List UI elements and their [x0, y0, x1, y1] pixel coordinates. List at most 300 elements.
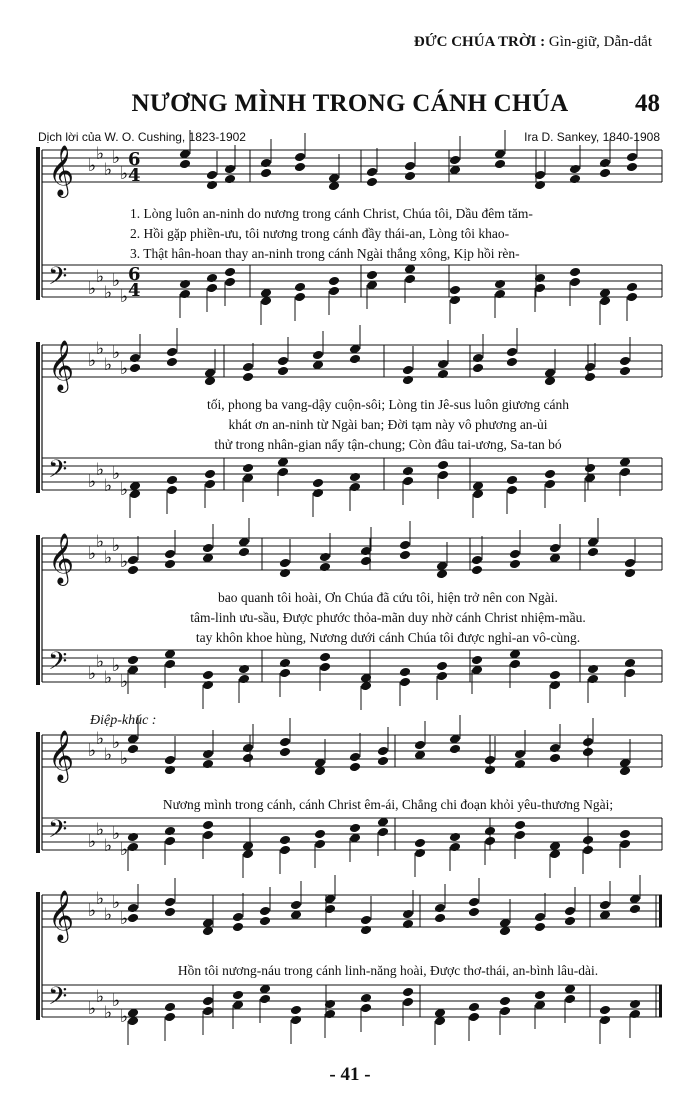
notehead [514, 830, 526, 841]
notehead [414, 838, 426, 849]
notehead [472, 353, 484, 364]
notehead [260, 168, 272, 179]
notehead [402, 987, 414, 998]
flat-sign: ♭ [112, 991, 121, 1011]
notehead [484, 765, 496, 776]
flat-sign: ♭ [112, 893, 121, 913]
notehead [349, 472, 361, 483]
notehead [164, 897, 176, 908]
notehead [279, 737, 291, 748]
notehead [484, 826, 496, 837]
notehead [290, 900, 302, 911]
notehead [619, 829, 631, 840]
notehead [629, 999, 641, 1010]
flat-sign: ♭ [96, 460, 105, 480]
notehead [166, 485, 178, 496]
notehead [294, 282, 306, 293]
notehead [468, 897, 480, 908]
notehead [204, 469, 216, 480]
treble-clef: 𝄞 [48, 340, 75, 391]
notehead [402, 909, 414, 920]
notehead [312, 350, 324, 361]
notehead [279, 558, 291, 569]
flat-sign: ♭ [112, 148, 121, 168]
notehead [582, 747, 594, 758]
notehead [242, 743, 254, 754]
notehead [582, 845, 594, 856]
notehead [619, 356, 631, 367]
notehead [402, 919, 414, 930]
notehead [599, 1015, 611, 1026]
bass-clef: 𝄢 [48, 647, 68, 682]
notehead [202, 749, 214, 760]
notehead [514, 759, 526, 770]
notehead [449, 832, 461, 843]
notehead [238, 674, 250, 685]
flat-sign: ♭ [88, 544, 97, 564]
notehead [259, 994, 271, 1005]
notehead [549, 743, 561, 754]
page-number: - 41 - [329, 1064, 371, 1085]
notehead [629, 904, 641, 915]
notehead [166, 357, 178, 368]
flat-sign: ♭ [96, 339, 105, 359]
notehead [319, 562, 331, 573]
notehead [366, 270, 378, 281]
notehead [242, 372, 254, 383]
notehead [564, 994, 576, 1005]
notehead [549, 670, 561, 681]
system-bracket [36, 892, 40, 1020]
flat-sign: ♭ [96, 729, 105, 749]
notehead [399, 540, 411, 551]
flat-sign: ♭ [112, 343, 121, 363]
notehead [129, 353, 141, 364]
notehead [360, 993, 372, 1004]
notehead [514, 820, 526, 831]
notehead [569, 174, 581, 185]
notehead [224, 277, 236, 288]
notehead [402, 365, 414, 376]
notehead [544, 469, 556, 480]
flat-sign: ♭ [88, 279, 97, 299]
flat-sign: ♭ [120, 909, 129, 929]
notehead [584, 463, 596, 474]
flat-sign: ♭ [88, 664, 97, 684]
notehead [179, 289, 191, 300]
notehead [564, 916, 576, 927]
notehead [238, 547, 250, 558]
notehead [506, 485, 518, 496]
notehead [434, 913, 446, 924]
notehead [436, 671, 448, 682]
flat-sign: ♭ [96, 532, 105, 552]
treble-clef: 𝄞 [48, 145, 75, 196]
notehead [232, 912, 244, 923]
flat-sign: ♭ [120, 840, 129, 860]
flat-sign: ♭ [104, 548, 113, 568]
flat-sign: ♭ [88, 472, 97, 492]
hymn-number: 48 [635, 90, 660, 117]
flat-sign: ♭ [120, 359, 129, 379]
notehead [399, 667, 411, 678]
notehead [312, 488, 324, 499]
flat-sign: ♭ [88, 351, 97, 371]
notehead [127, 832, 139, 843]
notehead [259, 906, 271, 917]
notehead [626, 162, 638, 173]
notehead [624, 658, 636, 669]
notehead [294, 292, 306, 303]
notehead [471, 655, 483, 666]
flat-sign: ♭ [96, 889, 105, 909]
notehead [449, 744, 461, 755]
time-signature-bottom: 4 [128, 165, 141, 186]
notehead [619, 366, 631, 377]
notehead [587, 547, 599, 558]
treble-clef: 𝄞 [48, 890, 75, 941]
lyric-line: Nương mình trong cánh, cánh Christ êm-ái, Chẳng chi đoạn khỏi yêu-thương Ngài; [162, 797, 614, 812]
notehead [164, 1012, 176, 1023]
notehead [166, 347, 178, 358]
notehead [509, 549, 521, 560]
notehead [328, 276, 340, 287]
notehead [319, 552, 331, 563]
system-bracket [36, 342, 40, 493]
notehead [206, 283, 218, 294]
notehead [402, 375, 414, 386]
final-barline-thick [659, 895, 662, 927]
notehead [404, 161, 416, 172]
notehead [377, 746, 389, 757]
notehead [449, 285, 461, 296]
notehead [366, 177, 378, 188]
notehead [206, 273, 218, 284]
flat-sign: ♭ [88, 999, 97, 1019]
notehead [164, 826, 176, 837]
notehead [506, 357, 518, 368]
notehead [127, 842, 139, 853]
notehead [437, 470, 449, 481]
notehead [242, 362, 254, 373]
notehead [127, 913, 139, 924]
notehead [404, 274, 416, 285]
notehead [360, 1003, 372, 1014]
notehead [349, 752, 361, 763]
notehead [164, 836, 176, 847]
notehead [164, 659, 176, 670]
notehead [404, 171, 416, 182]
notehead [279, 568, 291, 579]
notehead [534, 912, 546, 923]
notehead [349, 823, 361, 834]
notehead [202, 1006, 214, 1017]
flat-sign: ♭ [104, 476, 113, 496]
notehead [582, 737, 594, 748]
flat-sign: ♭ [88, 832, 97, 852]
flat-sign: ♭ [96, 987, 105, 1007]
system-bracket [36, 147, 40, 300]
notehead [179, 159, 191, 170]
flat-sign: ♭ [104, 355, 113, 375]
notehead [436, 661, 448, 672]
notehead [471, 565, 483, 576]
treble-clef: 𝄞 [48, 533, 75, 584]
notehead [129, 363, 141, 374]
notehead [484, 836, 496, 847]
flat-sign: ♭ [104, 668, 113, 688]
notehead [279, 658, 291, 669]
lyric-line: 2. Hồi gặp phiền-ưu, tôi nương trong cánh đầy thái-an, Lòng tôi khao- [130, 226, 510, 241]
notehead [437, 369, 449, 380]
notehead [544, 479, 556, 490]
flat-sign: ♭ [112, 824, 121, 844]
notehead [166, 475, 178, 486]
notehead [179, 279, 191, 290]
notehead [377, 756, 389, 767]
notehead [279, 668, 291, 679]
notehead [472, 363, 484, 374]
notehead [277, 467, 289, 478]
notehead [224, 174, 236, 185]
notehead [434, 903, 446, 914]
notehead [484, 755, 496, 766]
lyric-line: Hồn tôi nương-náu trong cánh linh-năng hoài, Được thơ-thái, an-bình lâu-dài. [177, 963, 599, 978]
notehead [319, 662, 331, 673]
notehead [494, 279, 506, 290]
notehead [509, 659, 521, 670]
notehead [599, 1005, 611, 1016]
notehead [242, 753, 254, 764]
flat-sign: ♭ [96, 652, 105, 672]
system-bracket [36, 732, 40, 853]
notehead [164, 765, 176, 776]
notehead [279, 747, 291, 758]
notehead [242, 463, 254, 474]
notehead [449, 842, 461, 853]
notehead [468, 1002, 480, 1013]
notehead [260, 158, 272, 169]
notehead [599, 900, 611, 911]
bass-clef: 𝄢 [48, 455, 68, 490]
flat-sign: ♭ [120, 672, 129, 692]
notehead [629, 1009, 641, 1020]
notehead [202, 996, 214, 1007]
time-signature-top: 6 [128, 149, 141, 170]
hymn-title: NƯƠNG MÌNH TRONG CÁNH CHÚA [131, 90, 569, 117]
notehead [494, 289, 506, 300]
notehead [587, 674, 599, 685]
notehead [414, 740, 426, 751]
notehead [377, 827, 389, 838]
notehead [202, 820, 214, 831]
notehead [366, 167, 378, 178]
refrain-label: Điệp-khúc : [90, 713, 157, 728]
flat-sign: ♭ [88, 741, 97, 761]
notehead [279, 845, 291, 856]
category-sub: Gìn-giữ, Dẫn-dắt [548, 34, 652, 50]
notehead [314, 839, 326, 850]
notehead [624, 668, 636, 679]
notehead [232, 990, 244, 1001]
notehead [587, 664, 599, 675]
notehead [277, 366, 289, 377]
notehead [534, 990, 546, 1001]
lyric-line: tâm-linh ưu-sầu, Được phước thỏa-mãn duy nhờ cánh Christ nhiệm-mầu. [190, 610, 586, 625]
notehead [206, 170, 218, 181]
flat-sign: ♭ [112, 464, 121, 484]
notehead [468, 907, 480, 918]
notehead [549, 680, 561, 691]
lyric-line: khát ơn an-ninh từ Ngài ban; Đời tạm này vô phương an-ủi [228, 417, 548, 432]
treble-clef: 𝄞 [48, 730, 75, 781]
lyric-line: 3. Thật hân-hoan thay an-ninh trong cánh Ngài thắng xông, Kịp hồi rèn- [130, 246, 520, 261]
notehead [164, 755, 176, 766]
notehead [312, 478, 324, 489]
notehead [619, 839, 631, 850]
notehead [471, 555, 483, 566]
bass-clef: 𝄢 [48, 982, 68, 1017]
flat-sign: ♭ [104, 1003, 113, 1023]
notehead [506, 347, 518, 358]
notehead [349, 354, 361, 365]
lyric-line: 1. Lòng luôn an-ninh do nương trong cánh Christ, Chúa tôi, Dầu đêm tăm- [130, 206, 533, 221]
notehead [290, 1015, 302, 1026]
flat-sign: ♭ [88, 901, 97, 921]
notehead [584, 372, 596, 383]
notehead [164, 907, 176, 918]
notehead [626, 282, 638, 293]
notehead [202, 670, 214, 681]
notehead [468, 1012, 480, 1023]
notehead [569, 277, 581, 288]
notehead [127, 555, 139, 566]
notehead [626, 152, 638, 163]
notehead [279, 835, 291, 846]
notehead [164, 549, 176, 560]
lyric-line: bao quanh tôi hoài, Ơn Chúa đã cứu tôi, hiện trở nên con Ngài. [218, 590, 558, 605]
bass-clef: 𝄢 [48, 815, 68, 850]
flat-sign: ♭ [120, 480, 129, 500]
flat-sign: ♭ [88, 156, 97, 176]
notehead [449, 155, 461, 166]
notehead [399, 677, 411, 688]
time-signature-bottom: 4 [128, 280, 141, 301]
time-signature-top: 6 [128, 264, 141, 285]
notehead [319, 652, 331, 663]
flat-sign: ♭ [112, 271, 121, 291]
notehead [202, 680, 214, 691]
flat-sign: ♭ [112, 656, 121, 676]
notehead [584, 362, 596, 373]
flat-sign: ♭ [112, 536, 121, 556]
notehead [414, 848, 426, 859]
notehead [624, 558, 636, 569]
notehead [202, 759, 214, 770]
flat-sign: ♭ [96, 144, 105, 164]
notehead [127, 565, 139, 576]
notehead [127, 655, 139, 666]
notehead [259, 916, 271, 927]
notehead [277, 356, 289, 367]
notehead [127, 903, 139, 914]
notehead [328, 286, 340, 297]
bass-clef: 𝄢 [48, 262, 68, 297]
notehead [402, 466, 414, 477]
notehead [534, 922, 546, 933]
notehead [224, 164, 236, 175]
system-bracket [36, 535, 40, 685]
notehead [509, 559, 521, 570]
flat-sign: ♭ [104, 745, 113, 765]
notehead [204, 479, 216, 490]
notehead [290, 1005, 302, 1016]
flat-sign: ♭ [104, 160, 113, 180]
notehead [514, 749, 526, 760]
flat-sign: ♭ [120, 164, 129, 184]
notehead [238, 664, 250, 675]
flat-sign: ♭ [96, 820, 105, 840]
notehead [564, 906, 576, 917]
lyrics-credit: Dịch lời của W. O. Cushing, 1823-1902 [38, 130, 246, 144]
notehead [437, 359, 449, 370]
notehead [626, 292, 638, 303]
music-credit: Ira D. Sankey, 1840-1908 [524, 130, 660, 144]
notehead [499, 1006, 511, 1017]
notehead [619, 467, 631, 478]
notehead [232, 922, 244, 933]
flat-sign: ♭ [120, 552, 129, 572]
notehead [437, 460, 449, 471]
flat-sign: ♭ [112, 733, 121, 753]
notehead [624, 568, 636, 579]
notehead [402, 476, 414, 487]
notehead [127, 744, 139, 755]
notehead [569, 267, 581, 278]
notehead [224, 267, 236, 278]
category-main: ĐỨC CHÚA TRỜI : [413, 34, 546, 50]
notehead [360, 925, 372, 936]
notehead [202, 830, 214, 841]
notehead [294, 152, 306, 163]
flat-sign: ♭ [96, 267, 105, 287]
notehead [499, 996, 511, 1007]
notehead [599, 158, 611, 169]
notehead [314, 829, 326, 840]
notehead [164, 559, 176, 570]
notehead [164, 1002, 176, 1013]
notehead [549, 543, 561, 554]
notehead [569, 164, 581, 175]
flat-sign: ♭ [104, 283, 113, 303]
notehead [599, 168, 611, 179]
notehead [349, 482, 361, 493]
final-barline-thick [659, 985, 662, 1017]
lyric-line: tối, phong ba vang-dậy cuộn-sôi; Lòng tin Jê-sus luôn giương cánh [206, 397, 570, 412]
lyric-line: tay khôn khoe hùng, Nương dưới cánh Chúa tôi được nghỉ-an vô-cùng. [195, 630, 581, 645]
flat-sign: ♭ [104, 836, 113, 856]
notehead [494, 159, 506, 170]
notehead [349, 762, 361, 773]
flat-sign: ♭ [120, 287, 129, 307]
notehead [506, 475, 518, 486]
notehead [549, 753, 561, 764]
lyric-line: thử trong nhân-gian nẩy tận-chung; Còn đâu tai-ương, Sa-tan bó [214, 437, 562, 452]
notehead [360, 915, 372, 926]
notehead [202, 543, 214, 554]
flat-sign: ♭ [104, 905, 113, 925]
notehead [294, 162, 306, 173]
